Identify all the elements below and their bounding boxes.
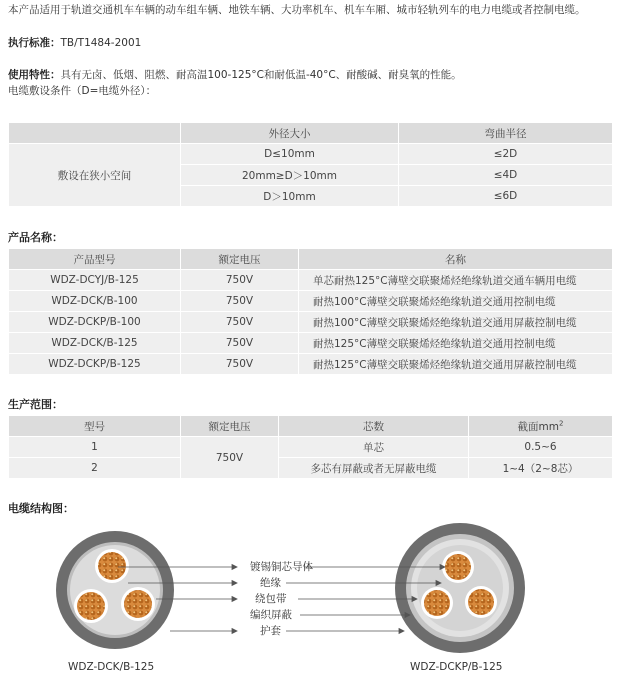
laying-diameter: D＞10mm <box>181 186 399 207</box>
label-sheath: 护套 <box>260 625 281 637</box>
properties-line <box>8 68 462 82</box>
products-table <box>8 248 613 375</box>
intro-text: 本产品适用于轨道交通机车车辆的动车组车辆、地铁车辆、大功率机车、机车车厢、城市轻轨列车的电力电缆或者控制电缆。 <box>8 4 586 16</box>
range-header-cores: 芯数 <box>279 416 469 437</box>
range-section: 0.5~6 <box>469 437 613 458</box>
products-header-name: 名称 <box>299 249 613 270</box>
product-model: WDZ-DCYJ/B-125 <box>9 270 181 291</box>
product-voltage: 750V <box>181 333 299 354</box>
table-row <box>9 458 613 479</box>
range-cores: 单芯 <box>279 437 469 458</box>
range-table <box>8 415 613 479</box>
products-title: 产品名称： <box>8 231 63 244</box>
range-header-voltage: 额定电压 <box>181 416 279 437</box>
product-name: 单芯耐热125°C薄壁交联聚烯烃绝缘轨道交通车辆用电缆 <box>299 270 613 291</box>
range-section: 1~4（2~8芯） <box>469 458 613 479</box>
range-voltage: 750V <box>181 437 279 479</box>
range-header-model: 型号 <box>9 416 181 437</box>
laying-header-empty <box>9 123 181 144</box>
properties-value: 具有无卤、低烟、阻燃、耐高温100-125°C和耐低温-40°C、耐酸碱、耐臭氧的性能。 <box>60 69 462 81</box>
cable-cross-section-right <box>395 523 525 653</box>
laying-radius: ≤4D <box>399 165 613 186</box>
range-cores: 多芯有屏蔽或者无屏蔽电缆 <box>279 458 469 479</box>
cable-structure-diagram <box>0 520 620 681</box>
laying-radius: ≤6D <box>399 186 613 207</box>
product-name: 耐热125°C薄壁交联聚烯烃绝缘轨道交通用控制电缆 <box>299 333 613 354</box>
table-row <box>9 291 613 312</box>
label-wrapping-tape: 绕包带 <box>255 593 287 605</box>
product-name: 耐热100°C薄壁交联聚烯烃绝缘轨道交通用屏蔽控制电缆 <box>299 312 613 333</box>
product-voltage: 750V <box>181 312 299 333</box>
table-row <box>9 437 613 458</box>
standard-label: 执行标准： <box>8 37 61 49</box>
product-model: WDZ-DCKP/B-100 <box>9 312 181 333</box>
product-model: WDZ-DCK/B-125 <box>9 333 181 354</box>
product-voltage: 750V <box>181 291 299 312</box>
laying-table <box>8 122 613 207</box>
range-model: 2 <box>9 458 181 479</box>
table-row <box>9 333 613 354</box>
caption-right: WDZ-DCKP/B-125 <box>410 661 503 673</box>
laying-diameter: 20mm≥D＞10mm <box>181 165 399 186</box>
standard-line <box>8 36 141 50</box>
range-model: 1 <box>9 437 181 458</box>
table-row <box>9 312 613 333</box>
laying-diameter: D≤10mm <box>181 144 399 165</box>
table-row <box>9 270 613 291</box>
label-insulation: 绝缘 <box>260 577 281 589</box>
label-braided-shield: 编织屏蔽 <box>250 609 292 621</box>
laying-header-diameter: 外径大小 <box>181 123 399 144</box>
range-title: 生产范围： <box>8 398 63 411</box>
laying-condition: 敷设在狭小空间 <box>9 144 181 207</box>
cable-cross-section-left <box>56 531 174 649</box>
product-model: WDZ-DCK/B-100 <box>9 291 181 312</box>
laying-radius: ≤2D <box>399 144 613 165</box>
structure-title: 电缆结构图： <box>8 502 74 515</box>
product-voltage: 750V <box>181 354 299 375</box>
product-model: WDZ-DCKP/B-125 <box>9 354 181 375</box>
label-conductor: 镀锡铜芯导体 <box>250 561 313 573</box>
product-name: 耐热100°C薄壁交联聚烯烃绝缘轨道交通用控制电缆 <box>299 291 613 312</box>
product-name: 耐热125°C薄壁交联聚烯烃绝缘轨道交通用屏蔽控制电缆 <box>299 354 613 375</box>
standard-value: TB/T1484-2001 <box>60 37 142 49</box>
properties-label: 使用特性： <box>8 69 61 81</box>
table-row <box>9 354 613 375</box>
laying-header-radius: 弯曲半径 <box>399 123 613 144</box>
laying-title: 电缆敷设条件（D=电缆外径）： <box>8 85 157 97</box>
products-header-model: 产品型号 <box>9 249 181 270</box>
caption-left: WDZ-DCK/B-125 <box>68 661 155 673</box>
product-voltage: 750V <box>181 270 299 291</box>
products-header-voltage: 额定电压 <box>181 249 299 270</box>
range-header-section: 截面$mm^2$ <box>469 416 613 437</box>
